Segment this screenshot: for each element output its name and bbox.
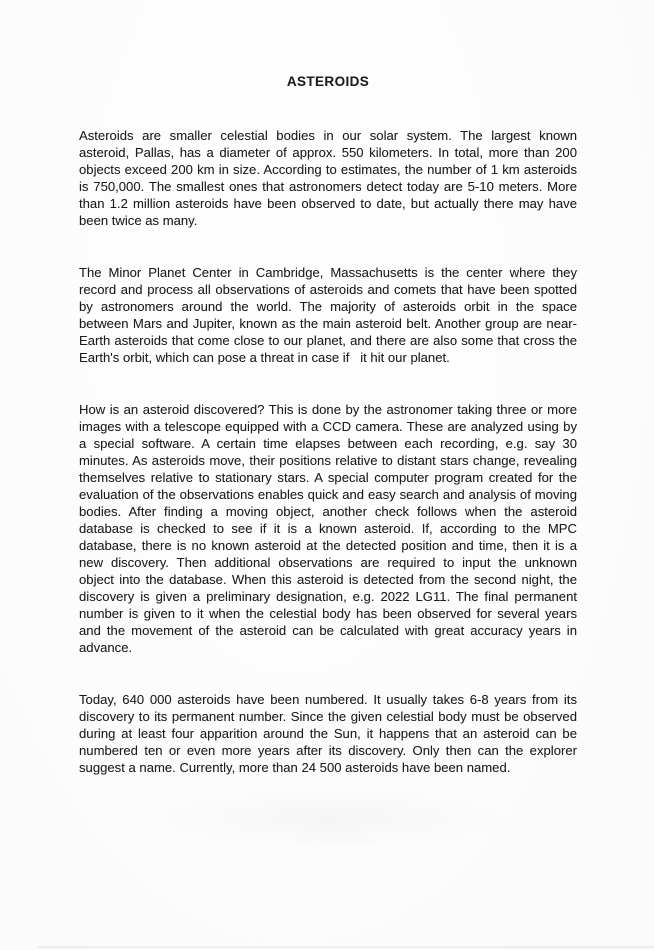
text-line: during at least four apparition around the Sun, it happens that an asteroid can be	[79, 726, 577, 741]
text-line: images with a telescope equipped with a CCD camera. These are analyzed using by	[79, 419, 577, 434]
text-line: evaluation of the observations enables quick and easy search and analysis of moving	[79, 487, 577, 502]
text-line: database is checked to see if it is a known asteroid. If, according to the MPC	[79, 521, 577, 536]
text-line: advance.	[79, 640, 133, 655]
text-line: is 750,000. The smallest ones that astronomers detect today are 5-10 meters. More	[79, 179, 577, 194]
document-title: ASTEROIDS	[286, 74, 370, 89]
text-line: Earth's orbit, which can pose a threat in case if it hit our planet.	[79, 350, 450, 365]
text-line: Today, 640 000 asteroids have been numbered. It usually takes 6-8 years from its	[79, 692, 577, 707]
text-line: numbered ten or even more years after its discovery. Only then can the explorer	[79, 743, 577, 758]
text-line: discovery is given a preliminary designation, e.g. 2022 LG11. The final permanent	[79, 589, 577, 604]
text-line: Asteroids are smaller celestial bodies in our solar system. The largest known	[79, 128, 577, 143]
text-line: database, there is no known asteroid at the detected position and time, then it is a	[79, 538, 577, 553]
text-line: number is given to it when the celestial body has been observed for several years	[79, 606, 577, 621]
text-line: and the movement of the asteroid can be calculated with great accuracy years in	[79, 623, 577, 638]
paragraph	[79, 127, 577, 229]
text-line: suggest a name. Currently, more than 24 500 asteroids have been named.	[79, 760, 511, 775]
text-line: The Minor Planet Center in Cambridge, Massachusetts is the center where they	[79, 265, 577, 280]
text-line: been twice as many.	[79, 213, 198, 228]
text-line: by astronomers around the world. The majority of asteroids orbit in the space	[79, 299, 577, 314]
text-line: minutes. As asteroids move, their positions relative to distant stars change, revealing	[79, 453, 577, 468]
paragraph	[79, 264, 577, 366]
text-line: asteroid, Pallas, has a diameter of approx. 550 kilometers. In total, more than 200	[79, 145, 577, 160]
document-body	[79, 127, 577, 811]
paragraph	[79, 401, 577, 656]
text-line: How is an asteroid discovered? This is done by the astronomer taking three or more	[79, 402, 577, 417]
paragraph	[79, 691, 577, 776]
text-line: Earth asteroids that come close to our planet, and there are also some that cross the	[79, 333, 577, 348]
text-line: new discovery. Then additional observations are required to input the unknown	[79, 555, 577, 570]
text-line: than 1.2 million asteroids have been observed to date, but actually there may have	[79, 196, 577, 211]
text-line: a special software. A certain time elapses between each recording, e.g. say 30	[79, 436, 577, 451]
page-bottom-edge-shadow	[38, 946, 654, 948]
text-line: object into the database. When this asteroid is detected from the second night, the	[79, 572, 577, 587]
text-line: record and process all observations of asteroids and comets that have been spotted	[79, 282, 577, 297]
text-line: themselves relative to stationary stars. A special computer program created for the	[79, 470, 577, 485]
text-line: bodies. After finding a moving object, another check follows when the asteroid	[79, 504, 577, 519]
text-line: discovery to its permanent number. Since the given celestial body must be observed	[79, 709, 577, 724]
text-line: objects exceed 200 km in size. According to estimates, the number of 1 km asteroids	[79, 162, 577, 177]
text-line: between Mars and Jupiter, known as the main asteroid belt. Another group are near-	[79, 316, 577, 331]
